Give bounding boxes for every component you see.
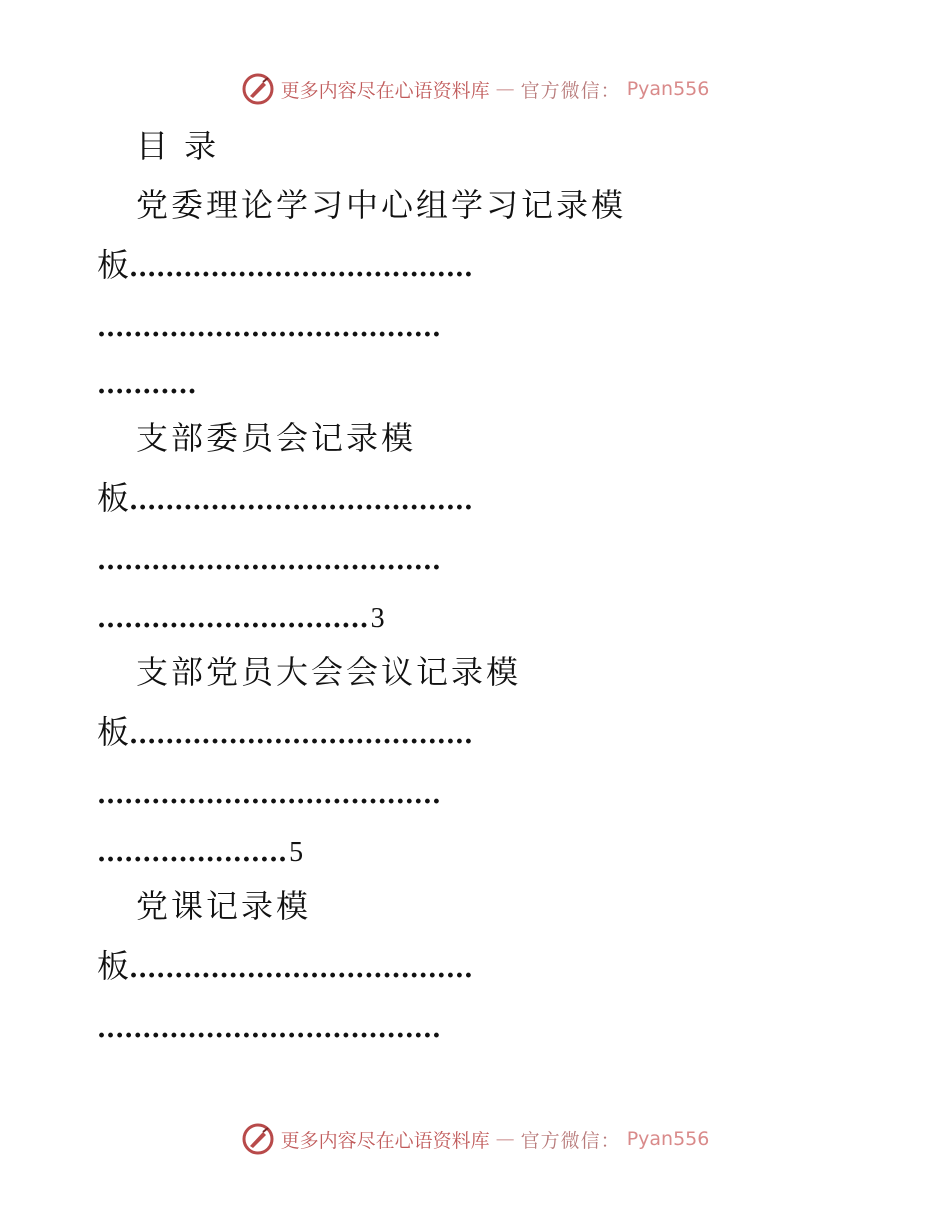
toc-leader-dots: ...................................... xyxy=(97,1014,441,1044)
quill-pen-logo-icon xyxy=(241,72,275,106)
toc-entry-line xyxy=(97,538,842,581)
toc-entry-line xyxy=(97,1006,842,1049)
toc-entry-line xyxy=(97,596,842,639)
watermark-wechat-id: Pyan556 xyxy=(626,1128,710,1150)
toc-leader-dots: ...................................... xyxy=(129,486,473,516)
toc-entry-line xyxy=(97,772,842,815)
watermark-wechat-id: Pyan556 xyxy=(626,78,710,100)
quill-pen-logo-icon xyxy=(241,1122,275,1156)
toc-heading: 目 录 xyxy=(136,127,220,165)
toc-entry-line xyxy=(97,245,842,288)
toc-leader-dots: ...................................... xyxy=(97,546,441,576)
toc-entry-line xyxy=(97,478,842,521)
watermark-brand: 更多内容尽在心语资料库 xyxy=(280,79,490,102)
toc-entry-title[interactable]: 党课记录模 xyxy=(136,887,312,925)
toc-entry-title[interactable]: 党委理论学习中心组学习记录模 xyxy=(136,186,627,224)
watermark-separator: — xyxy=(495,1128,515,1150)
toc-entry-wrap: 板 xyxy=(97,947,130,985)
toc-page-number: 5 xyxy=(289,837,304,868)
toc-entry-line xyxy=(97,362,842,405)
watermark-brand: 更多内容尽在心语资料库 xyxy=(280,1129,490,1152)
toc-leader-dots: ...................................... xyxy=(129,720,473,750)
toc-leader-dots: ...................................... xyxy=(97,313,441,343)
toc-page-number: 3 xyxy=(370,603,385,634)
toc-entry-wrap: 板 xyxy=(97,713,130,751)
footer-watermark xyxy=(0,1122,950,1156)
toc-leader-dots: ...................................... xyxy=(97,780,441,810)
watermark-separator: — xyxy=(495,78,515,100)
toc-leader-dots: .............................. xyxy=(97,604,369,634)
header-watermark xyxy=(0,72,950,106)
toc-entry-title[interactable]: 支部党员大会会议记录模 xyxy=(136,653,522,691)
toc-leader-dots: ...................................... xyxy=(129,954,473,984)
toc-entry-line xyxy=(97,830,842,873)
toc-leader-dots: ........... xyxy=(97,370,197,400)
toc-entry-line xyxy=(97,305,842,348)
toc-entry-wrap: 板 xyxy=(97,246,130,284)
watermark-official: 官方微信： xyxy=(520,1129,621,1152)
toc-entry-wrap: 板 xyxy=(97,479,130,517)
toc-leader-dots: ..................... xyxy=(97,838,288,868)
watermark-official: 官方微信： xyxy=(520,79,621,102)
toc-entry-line xyxy=(97,712,842,755)
toc-leader-dots: ...................................... xyxy=(129,253,473,283)
toc-entry-line xyxy=(97,946,842,989)
toc-entry-title[interactable]: 支部委员会记录模 xyxy=(136,419,417,457)
